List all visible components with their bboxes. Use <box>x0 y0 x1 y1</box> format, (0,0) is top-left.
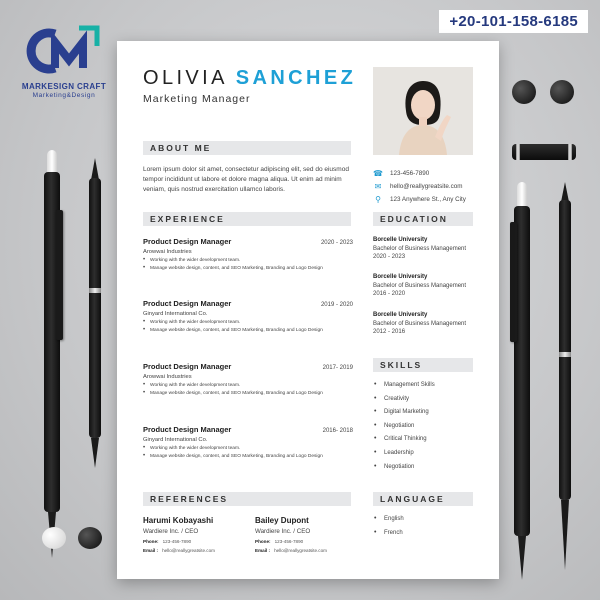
about-text: Lorem ipsum dolor sit amet, consectetur adipiscing elit, sed do eiusmod tempor incididunt ut labore et dolore magna aliqua. Ut enim ad minim veniam, quis nostrud exercitation ullamco laboris. <box>143 166 349 193</box>
contact-address-text: 123 Anywhere St., Any City <box>390 196 466 203</box>
experience-heading: EXPERIENCE <box>143 212 351 226</box>
magnet-ball-4 <box>78 527 102 549</box>
skills-list <box>373 382 435 477</box>
email-icon: ✉ <box>374 182 382 191</box>
job-bullet: • Manage website design, content, and SEO Marketing, Branding and Logo Design <box>143 265 353 273</box>
job-dates: 2017- 2019 <box>322 365 353 371</box>
resume-name <box>143 67 356 90</box>
job-bullet: • Manage website design, content, and SEO Marketing, Branding and Logo Design <box>143 390 353 398</box>
job-bullet: • Working with the wider development team. <box>143 445 353 453</box>
location-pin-icon: ⚲ <box>375 195 381 204</box>
pen-left-2 <box>84 158 106 478</box>
job-bullet: • Manage website design, content, and SEO Marketing, Branding and Logo Design <box>143 327 353 335</box>
magnet-ball-3 <box>42 527 66 549</box>
job-dates: 2019 - 2020 <box>320 302 353 308</box>
edu-degree: Bachelor of Business Management <box>373 283 467 289</box>
brand-name: MARKESIGN CRAFT <box>21 82 107 91</box>
ref-name: Bailey Dupont <box>255 516 309 525</box>
ref-company: Wardiere Inc. / CEO <box>255 528 311 535</box>
edu-school: Borcelle University <box>373 274 428 280</box>
job-title: Product Design Manager <box>143 425 232 434</box>
magnet-ball-1 <box>512 80 536 104</box>
skill-item: • Management Skills <box>373 382 435 396</box>
edu-years: 2020 - 2023 <box>373 254 406 260</box>
education-heading: EDUCATION <box>373 212 473 226</box>
edu-years: 2012 - 2016 <box>373 329 406 335</box>
brand-tagline: Marketing&Design <box>32 92 96 99</box>
magnet-ball-2 <box>550 80 574 104</box>
job-bullet: • Working with the wider development team. <box>143 382 353 390</box>
profile-photo <box>373 67 473 155</box>
last-name: SANCHEZ <box>235 67 357 89</box>
experience-item <box>143 299 353 335</box>
ref-email: Email : hello@reallygreatsite.com <box>143 548 215 553</box>
skill-item: • Negotiation <box>373 464 435 478</box>
contact-phone-text: 123-456-7890 <box>390 170 430 177</box>
resume-sheet <box>117 41 499 579</box>
language-item: • French <box>373 530 404 544</box>
edu-school: Borcelle University <box>373 312 428 318</box>
skill-item: • Negotiation <box>373 423 435 437</box>
job-bullet: • Working with the wider development team. <box>143 257 353 265</box>
ref-phone: Phone: 123-456-7890 <box>143 539 192 544</box>
about-heading: ABOUT ME <box>143 141 351 155</box>
job-dates: 2020 - 2023 <box>320 240 353 246</box>
job-company: Arowwai Industries <box>143 249 192 255</box>
contact-phone <box>373 167 483 180</box>
job-title: Product Design Manager <box>143 362 232 371</box>
pen-right-1 <box>510 182 534 592</box>
brand-block <box>14 24 114 99</box>
education-item <box>373 312 483 335</box>
references-heading: REFERENCES <box>143 492 351 506</box>
job-dates: 2016- 2018 <box>322 428 353 434</box>
pen-left-1 <box>40 150 64 570</box>
contact-email <box>373 180 483 193</box>
first-name: OLIVIA <box>143 67 227 89</box>
edu-years: 2016 - 2020 <box>373 291 406 297</box>
pen-cap-horizontal <box>512 142 576 162</box>
pen-right-2 <box>554 182 576 592</box>
job-bullet: • Manage website design, content, and SEO Marketing, Branding and Logo Design <box>143 453 353 461</box>
contact-email-text: hello@reallygreatsite.com <box>390 183 463 190</box>
reference-item <box>255 516 365 553</box>
contact-phone-banner: +20-101-158-6185 <box>439 10 588 33</box>
language-list <box>373 516 404 543</box>
skill-item: • Leadership <box>373 450 435 464</box>
job-company: Ginyard International Co. <box>143 437 208 443</box>
job-role: Marketing Manager <box>143 93 251 105</box>
phone-icon: ☎ <box>373 169 383 178</box>
job-bullet: • Working with the wider development team. <box>143 319 353 327</box>
experience-item <box>143 425 353 461</box>
experience-item <box>143 362 353 398</box>
brand-logo-icon <box>25 24 103 76</box>
education-item <box>373 274 483 297</box>
ref-company: Wardiere Inc. / CEO <box>143 528 199 535</box>
edu-degree: Bachelor of Business Management <box>373 246 467 252</box>
job-title: Product Design Manager <box>143 299 232 308</box>
language-heading: LANGUAGE <box>373 492 473 506</box>
ref-phone: Phone: 123-456-7890 <box>255 539 304 544</box>
job-company: Ginyard International Co. <box>143 311 208 317</box>
ref-email: Email : hello@reallygreatsite.com <box>255 548 327 553</box>
skill-item: • Digital Marketing <box>373 409 435 423</box>
experience-item <box>143 237 353 273</box>
job-company: Arowwai Industries <box>143 374 192 380</box>
language-item: • English <box>373 516 404 530</box>
contact-address <box>373 193 483 206</box>
skill-item: • Critical Thinking <box>373 436 435 450</box>
job-title: Product Design Manager <box>143 237 232 246</box>
edu-school: Borcelle University <box>373 237 428 243</box>
ref-name: Harumi Kobayashi <box>143 516 214 525</box>
reference-item <box>143 516 253 553</box>
edu-degree: Bachelor of Business Management <box>373 321 467 327</box>
skill-item: • Creativity <box>373 396 435 410</box>
contact-block <box>373 167 483 206</box>
skills-heading: SKILLS <box>373 358 473 372</box>
education-item <box>373 237 483 260</box>
